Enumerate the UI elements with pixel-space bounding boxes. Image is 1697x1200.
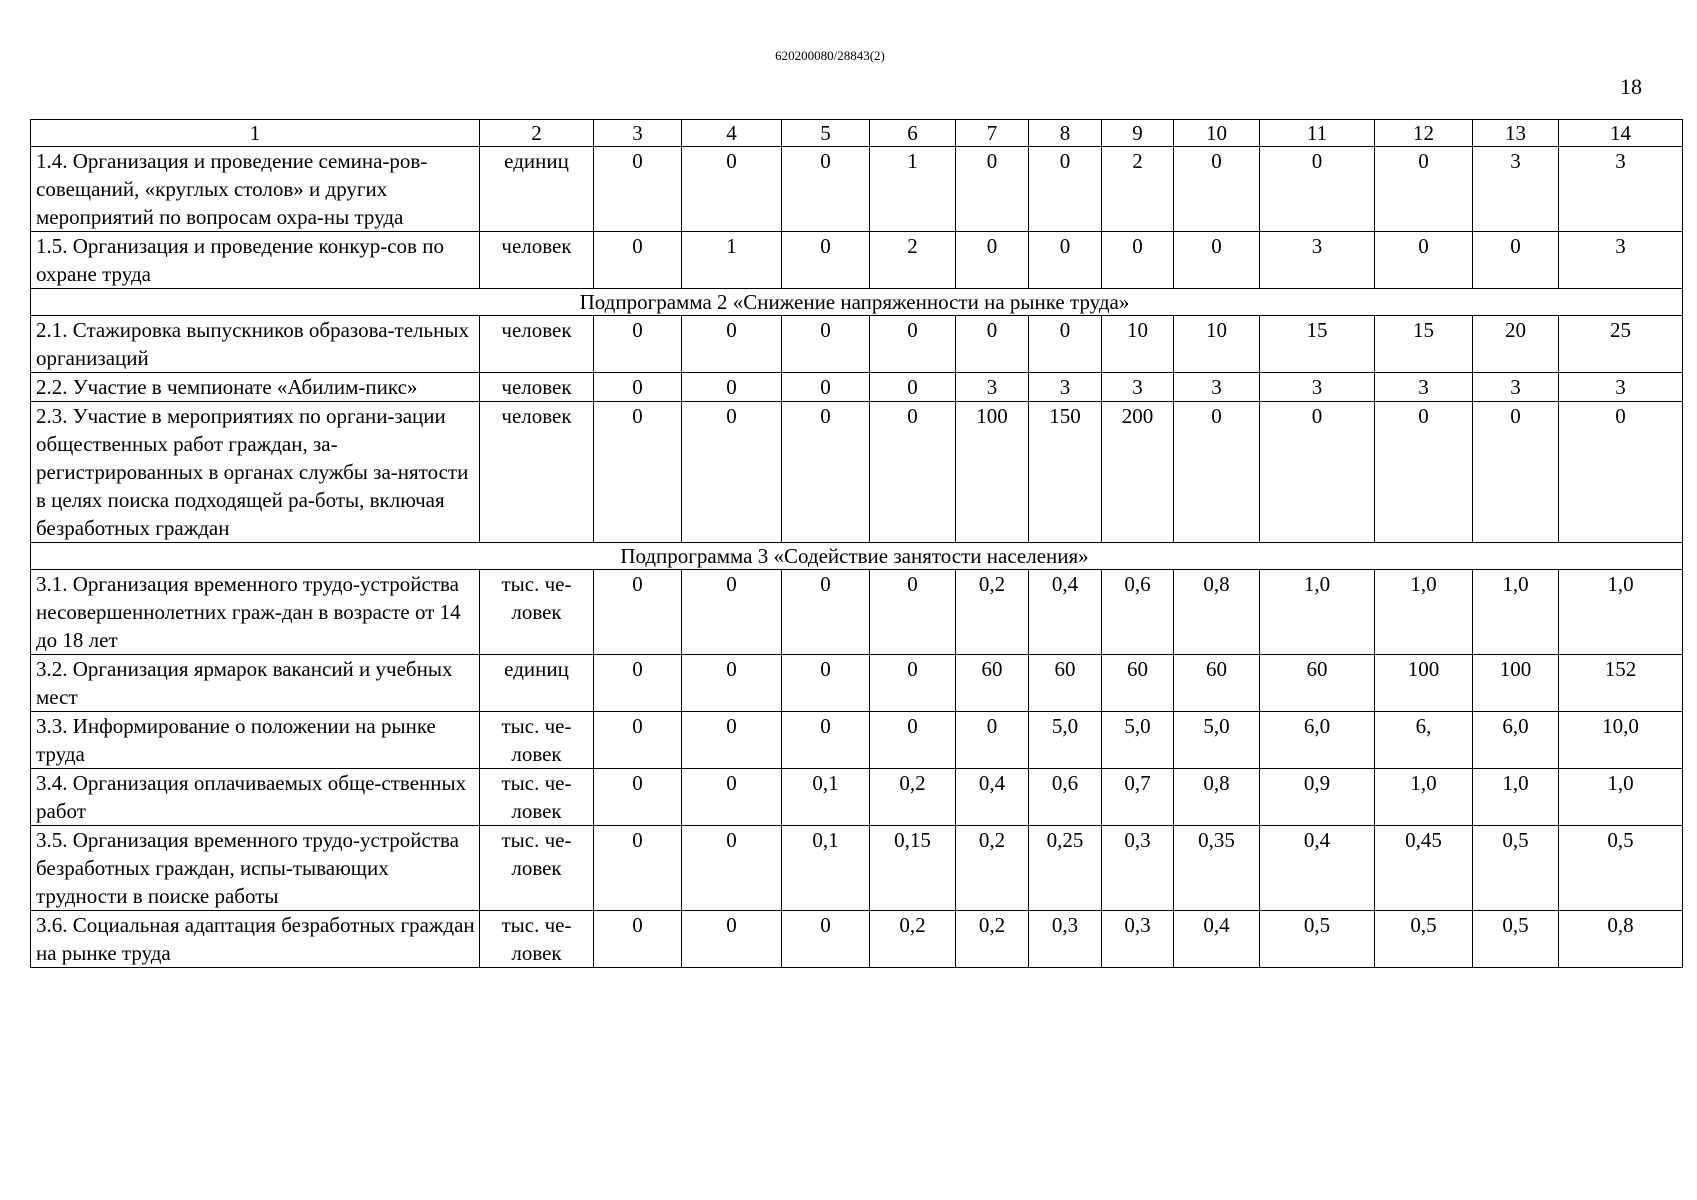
value-cell: 100 xyxy=(956,402,1029,543)
value-cell: 100 xyxy=(1375,655,1473,712)
value-cell: 0,5 xyxy=(1375,911,1473,968)
item-name-cell: 3.4. Организация оплачиваемых обще-ственных работ xyxy=(31,769,480,826)
value-cell: 0,35 xyxy=(1174,826,1260,911)
value-cell: 0,8 xyxy=(1559,911,1683,968)
unit-cell: тыс. че-ловек xyxy=(480,911,594,968)
value-cell: 0 xyxy=(1375,147,1473,232)
value-cell: 20 xyxy=(1473,316,1559,373)
value-cell: 15 xyxy=(1260,316,1375,373)
section-title: Подпрограмма 2 «Снижение напряженности на рынке труда» xyxy=(31,289,1683,316)
value-cell: 0 xyxy=(594,570,682,655)
unit-cell: человек xyxy=(480,402,594,543)
value-cell: 0 xyxy=(1473,402,1559,543)
value-cell: 0 xyxy=(782,570,870,655)
value-cell: 3 xyxy=(1473,373,1559,402)
value-cell: 0,45 xyxy=(1375,826,1473,911)
value-cell: 0 xyxy=(956,712,1029,769)
value-cell: 0 xyxy=(1029,232,1102,289)
value-cell: 0 xyxy=(1174,402,1260,543)
value-cell: 0,2 xyxy=(956,570,1029,655)
value-cell: 0 xyxy=(682,373,782,402)
table-row xyxy=(31,655,1683,712)
document-number: 620200080/28843(2) xyxy=(775,48,885,63)
value-cell: 60 xyxy=(1260,655,1375,712)
value-cell: 10 xyxy=(1102,316,1174,373)
indicators-table xyxy=(30,119,1683,968)
unit-cell: тыс. че-ловек xyxy=(480,826,594,911)
column-header: 1 xyxy=(31,120,480,147)
value-cell: 1,0 xyxy=(1559,769,1683,826)
value-cell: 0,8 xyxy=(1174,769,1260,826)
item-name-cell: 3.3. Информирование о положении на рынке труда xyxy=(31,712,480,769)
value-cell: 0 xyxy=(870,402,956,543)
value-cell: 0 xyxy=(782,911,870,968)
value-cell: 0 xyxy=(594,655,682,712)
value-cell: 0 xyxy=(870,570,956,655)
value-cell: 0 xyxy=(782,655,870,712)
value-cell: 1,0 xyxy=(1473,769,1559,826)
value-cell: 3 xyxy=(1473,147,1559,232)
value-cell: 3 xyxy=(956,373,1029,402)
value-cell: 100 xyxy=(1473,655,1559,712)
unit-cell: тыс. че-ловек xyxy=(480,570,594,655)
table-body xyxy=(31,120,1683,968)
value-cell: 2 xyxy=(1102,147,1174,232)
item-name-cell: 1.5. Организация и проведение конкур-сов по охране труда xyxy=(31,232,480,289)
table-row xyxy=(31,712,1683,769)
value-cell: 0 xyxy=(1559,402,1683,543)
item-name-cell: 3.6. Социальная адаптация безработных граждан на рынке труда xyxy=(31,911,480,968)
value-cell: 60 xyxy=(1102,655,1174,712)
value-cell: 0 xyxy=(782,712,870,769)
value-cell: 25 xyxy=(1559,316,1683,373)
value-cell: 0,3 xyxy=(1029,911,1102,968)
table-row xyxy=(31,147,1683,232)
value-cell: 3 xyxy=(1260,232,1375,289)
value-cell: 0,2 xyxy=(870,911,956,968)
value-cell: 0 xyxy=(870,712,956,769)
value-cell: 3 xyxy=(1559,147,1683,232)
header-row xyxy=(31,120,1683,147)
value-cell: 150 xyxy=(1029,402,1102,543)
section-row xyxy=(31,543,1683,570)
item-name-cell: 3.1. Организация временного трудо-устройства несовершеннолетних граж-дан в возрасте от 14 до 18 лет xyxy=(31,570,480,655)
unit-cell: тыс. че-ловек xyxy=(480,769,594,826)
value-cell: 0,7 xyxy=(1102,769,1174,826)
value-cell: 0,8 xyxy=(1174,570,1260,655)
value-cell: 0 xyxy=(870,655,956,712)
value-cell: 0,3 xyxy=(1102,826,1174,911)
value-cell: 60 xyxy=(1174,655,1260,712)
value-cell: 3 xyxy=(1559,232,1683,289)
unit-cell: тыс. че-ловек xyxy=(480,712,594,769)
value-cell: 0,1 xyxy=(782,826,870,911)
value-cell: 60 xyxy=(956,655,1029,712)
value-cell: 0 xyxy=(1375,232,1473,289)
value-cell: 0 xyxy=(682,570,782,655)
value-cell: 0 xyxy=(682,316,782,373)
value-cell: 0 xyxy=(956,232,1029,289)
value-cell: 0,4 xyxy=(1174,911,1260,968)
value-cell: 0,3 xyxy=(1102,911,1174,968)
value-cell: 0,6 xyxy=(1029,769,1102,826)
value-cell: 0 xyxy=(1260,402,1375,543)
value-cell: 6,0 xyxy=(1473,712,1559,769)
value-cell: 0 xyxy=(1029,147,1102,232)
section-row xyxy=(31,289,1683,316)
value-cell: 0 xyxy=(594,147,682,232)
column-header: 3 xyxy=(594,120,682,147)
value-cell: 0 xyxy=(782,232,870,289)
value-cell: 3 xyxy=(1375,373,1473,402)
value-cell: 0,5 xyxy=(1260,911,1375,968)
page-number: 18 xyxy=(1620,74,1642,99)
value-cell: 0 xyxy=(682,769,782,826)
value-cell: 0 xyxy=(956,147,1029,232)
value-cell: 1,0 xyxy=(1559,570,1683,655)
unit-cell: единиц xyxy=(480,655,594,712)
value-cell: 0 xyxy=(782,147,870,232)
column-header: 9 xyxy=(1102,120,1174,147)
value-cell: 0 xyxy=(682,147,782,232)
table-row xyxy=(31,570,1683,655)
value-cell: 0,15 xyxy=(870,826,956,911)
column-header: 7 xyxy=(956,120,1029,147)
value-cell: 0 xyxy=(1260,147,1375,232)
table-row xyxy=(31,769,1683,826)
value-cell: 0,5 xyxy=(1559,826,1683,911)
value-cell: 0,2 xyxy=(956,911,1029,968)
value-cell: 1,0 xyxy=(1375,769,1473,826)
value-cell: 5,0 xyxy=(1029,712,1102,769)
value-cell: 0 xyxy=(1102,232,1174,289)
value-cell: 152 xyxy=(1559,655,1683,712)
value-cell: 0 xyxy=(682,402,782,543)
value-cell: 0 xyxy=(682,826,782,911)
value-cell: 3 xyxy=(1174,373,1260,402)
item-name-cell: 2.2. Участие в чемпионате «Абилим-пикс» xyxy=(31,373,480,402)
value-cell: 0 xyxy=(1473,232,1559,289)
item-name-cell: 2.1. Стажировка выпускников образова-тельных организаций xyxy=(31,316,480,373)
value-cell: 0 xyxy=(1174,232,1260,289)
value-cell: 0 xyxy=(594,712,682,769)
value-cell: 0 xyxy=(782,316,870,373)
item-name-cell: 3.2. Организация ярмарок вакансий и учебных мест xyxy=(31,655,480,712)
value-cell: 0,4 xyxy=(1260,826,1375,911)
value-cell: 1 xyxy=(870,147,956,232)
column-header: 10 xyxy=(1174,120,1260,147)
value-cell: 0 xyxy=(594,769,682,826)
item-name-cell: 1.4. Организация и проведение семина-ров-совещаний, «круглых столов» и других мероприятий по вопросам охра-ны труда xyxy=(31,147,480,232)
value-cell: 0 xyxy=(682,655,782,712)
value-cell: 6,0 xyxy=(1260,712,1375,769)
table-row xyxy=(31,911,1683,968)
value-cell: 200 xyxy=(1102,402,1174,543)
value-cell: 0 xyxy=(682,712,782,769)
value-cell: 0 xyxy=(594,402,682,543)
value-cell: 0 xyxy=(594,232,682,289)
value-cell: 10 xyxy=(1174,316,1260,373)
column-header: 12 xyxy=(1375,120,1473,147)
section-title: Подпрограмма 3 «Содействие занятости населения» xyxy=(31,543,1683,570)
column-header: 13 xyxy=(1473,120,1559,147)
table-row xyxy=(31,316,1683,373)
value-cell: 0,4 xyxy=(956,769,1029,826)
item-name-cell: 2.3. Участие в мероприятиях по органи-зации общественных работ граждан, за-регистрированных в органах службы за-нятости в целях поиска подходящей ра-боты, включая безработных граждан xyxy=(31,402,480,543)
unit-cell: единиц xyxy=(480,147,594,232)
value-cell: 5,0 xyxy=(1102,712,1174,769)
value-cell: 0,9 xyxy=(1260,769,1375,826)
item-name-cell: 3.5. Организация временного трудо-устройства безработных граждан, испы-тывающих трудности в поиске работы xyxy=(31,826,480,911)
value-cell: 3 xyxy=(1559,373,1683,402)
value-cell: 5,0 xyxy=(1174,712,1260,769)
value-cell: 0,6 xyxy=(1102,570,1174,655)
column-header: 8 xyxy=(1029,120,1102,147)
unit-cell: человек xyxy=(480,316,594,373)
unit-cell: человек xyxy=(480,373,594,402)
value-cell: 1 xyxy=(682,232,782,289)
table-row xyxy=(31,232,1683,289)
value-cell: 60 xyxy=(1029,655,1102,712)
value-cell: 0 xyxy=(1029,316,1102,373)
unit-cell: человек xyxy=(480,232,594,289)
table-row xyxy=(31,373,1683,402)
value-cell: 2 xyxy=(870,232,956,289)
table-row xyxy=(31,826,1683,911)
value-cell: 0,4 xyxy=(1029,570,1102,655)
value-cell: 15 xyxy=(1375,316,1473,373)
column-header: 5 xyxy=(782,120,870,147)
value-cell: 0 xyxy=(594,373,682,402)
value-cell: 0 xyxy=(782,402,870,543)
value-cell: 0,2 xyxy=(870,769,956,826)
value-cell: 10,0 xyxy=(1559,712,1683,769)
value-cell: 1,0 xyxy=(1473,570,1559,655)
value-cell: 0 xyxy=(782,373,870,402)
value-cell: 0 xyxy=(870,373,956,402)
value-cell: 0 xyxy=(594,826,682,911)
value-cell: 0 xyxy=(594,911,682,968)
table-row xyxy=(31,402,1683,543)
value-cell: 0,5 xyxy=(1473,826,1559,911)
value-cell: 0,2 xyxy=(956,826,1029,911)
value-cell: 0 xyxy=(682,911,782,968)
value-cell: 0 xyxy=(594,316,682,373)
column-header: 11 xyxy=(1260,120,1375,147)
value-cell: 0,25 xyxy=(1029,826,1102,911)
value-cell: 0 xyxy=(956,316,1029,373)
value-cell: 0 xyxy=(870,316,956,373)
value-cell: 6, xyxy=(1375,712,1473,769)
value-cell: 0,5 xyxy=(1473,911,1559,968)
column-header: 4 xyxy=(682,120,782,147)
value-cell: 0 xyxy=(1375,402,1473,543)
value-cell: 3 xyxy=(1260,373,1375,402)
column-header: 14 xyxy=(1559,120,1683,147)
value-cell: 1,0 xyxy=(1260,570,1375,655)
column-header: 6 xyxy=(870,120,956,147)
value-cell: 1,0 xyxy=(1375,570,1473,655)
value-cell: 0,1 xyxy=(782,769,870,826)
column-header: 2 xyxy=(480,120,594,147)
value-cell: 0 xyxy=(1174,147,1260,232)
value-cell: 3 xyxy=(1029,373,1102,402)
value-cell: 3 xyxy=(1102,373,1174,402)
